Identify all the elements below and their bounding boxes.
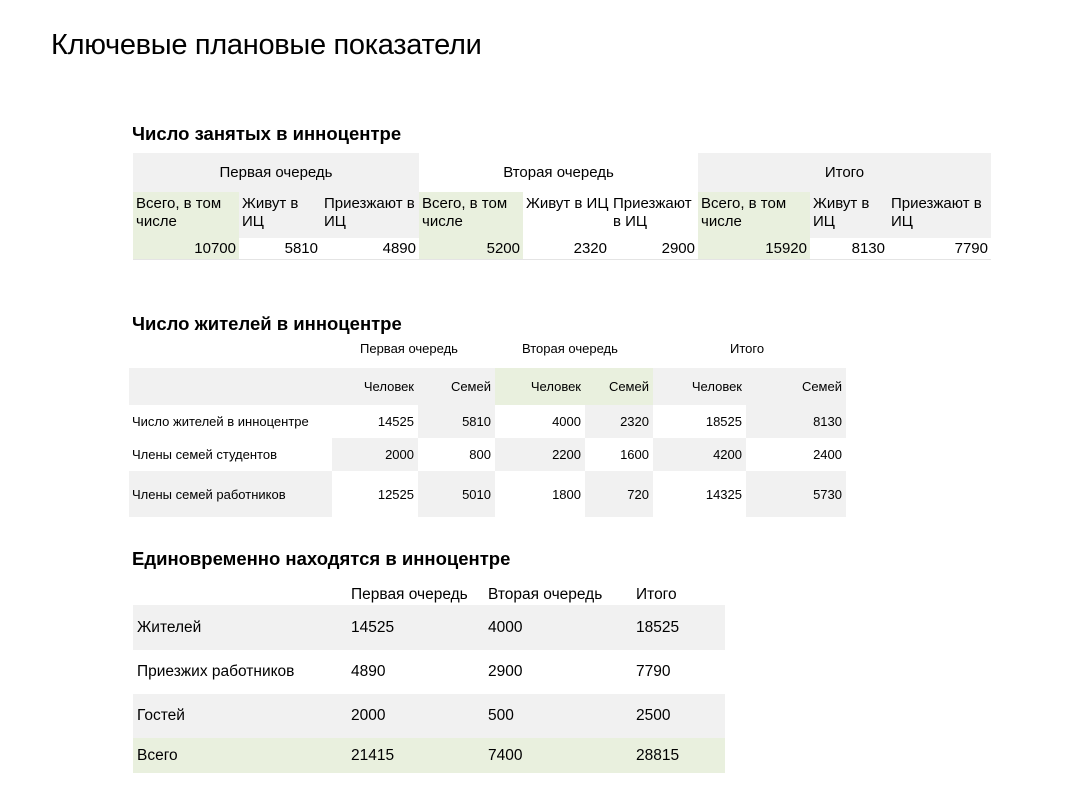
residents-value-cell: 1600 <box>585 438 653 471</box>
residents-value-cell: 2200 <box>495 438 585 471</box>
residents-value-cell: 2000 <box>332 438 418 471</box>
simultaneous-value-cell: 4000 <box>484 605 632 650</box>
page-title: Ключевые плановые показатели <box>51 29 482 61</box>
employed-subheader: Живут в ИЦ <box>523 192 610 238</box>
residents-value-cell: 5010 <box>418 471 495 517</box>
simultaneous-row-label: Гостей <box>133 694 342 738</box>
simultaneous-value-cell: 2900 <box>484 650 632 694</box>
residents-table <box>129 368 846 550</box>
residents-value-cell: 12525 <box>332 471 418 517</box>
simultaneous-header: Итого <box>632 584 725 605</box>
simultaneous-value-cell: 2000 <box>342 694 484 738</box>
residents-row-label: Члены семей работников <box>129 471 332 517</box>
employed-subheader: Всего, в том числе <box>698 192 810 238</box>
employed-value-cell: 10700 <box>133 238 239 260</box>
residents-value-cell: 2400 <box>746 438 846 471</box>
residents-group-header: Первая очередь <box>360 341 458 356</box>
simultaneous-value-cell: 7790 <box>632 650 725 694</box>
simultaneous-total-label: Всего <box>133 738 342 773</box>
employed-subheader: Всего, в том числе <box>419 192 523 238</box>
simultaneous-total-value: 28815 <box>632 738 725 773</box>
simultaneous-value-cell: 18525 <box>632 605 725 650</box>
residents-value-cell: 4000 <box>495 405 585 438</box>
residents-value-cell: 8130 <box>746 405 846 438</box>
simultaneous-value-cell: 14525 <box>342 605 484 650</box>
employed-value-cell: 5200 <box>419 238 523 260</box>
residents-group-header: Вторая очередь <box>522 341 618 356</box>
employed-subheader: Живут в ИЦ <box>239 192 321 238</box>
employed-subheader: Приезжают в ИЦ <box>888 192 991 238</box>
residents-value-cell: 720 <box>585 471 653 517</box>
employed-value-cell: 4890 <box>321 238 419 260</box>
employed-subheader: Приезжают в ИЦ <box>610 192 698 238</box>
employed-group-header: Первая очередь <box>133 153 419 192</box>
residents-value-cell: 800 <box>418 438 495 471</box>
employed-group-header: Вторая очередь <box>419 153 698 192</box>
residents-subheader: Человек <box>332 368 418 405</box>
simultaneous-header: Вторая очередь <box>484 584 632 605</box>
simultaneous-value-cell: 4890 <box>342 650 484 694</box>
residents-value-cell: 1800 <box>495 471 585 517</box>
simultaneous-section-title: Единовременно находятся в инноцентре <box>132 548 511 569</box>
simultaneous-value-cell: 2500 <box>632 694 725 738</box>
simultaneous-corner-cell <box>133 584 342 605</box>
residents-value-cell: 5810 <box>418 405 495 438</box>
residents-value-cell: 14525 <box>332 405 418 438</box>
employed-value-cell: 2900 <box>610 238 698 260</box>
residents-subheader: Семей <box>585 368 653 405</box>
simultaneous-value-cell: 500 <box>484 694 632 738</box>
employed-value-cell: 2320 <box>523 238 610 260</box>
residents-row-label: Члены семей студентов <box>129 438 332 471</box>
employed-value-cell: 8130 <box>810 238 888 260</box>
residents-section-title: Число жителей в инноцентре <box>132 313 402 334</box>
employed-value-cell: 7790 <box>888 238 991 260</box>
residents-group-header: Итого <box>730 341 765 356</box>
residents-subheader: Семей <box>418 368 495 405</box>
employed-subheader: Приезжают в ИЦ <box>321 192 419 238</box>
simultaneous-row-label: Жителей <box>133 605 342 650</box>
simultaneous-row-label: Приезжих работников <box>133 650 342 694</box>
residents-group-headers <box>332 341 845 356</box>
simultaneous-total-value: 7400 <box>484 738 632 773</box>
employed-subheader: Всего, в том числе <box>133 192 239 238</box>
employed-table <box>133 153 991 260</box>
residents-value-cell: 5730 <box>746 471 846 517</box>
residents-row-label: Число жителей в инноцентре <box>129 405 332 438</box>
residents-value-cell: 14325 <box>653 471 746 517</box>
residents-subheader: Человек <box>495 368 585 405</box>
employed-group-header: Итого <box>698 153 991 192</box>
employed-value-cell: 15920 <box>698 238 810 260</box>
employed-section-title: Число занятых в инноцентре <box>132 123 402 144</box>
residents-subheader: Человек <box>653 368 746 405</box>
employed-value-cell: 5810 <box>239 238 321 260</box>
employed-subheader: Живут в ИЦ <box>810 192 888 238</box>
residents-value-cell: 18525 <box>653 405 746 438</box>
simultaneous-header: Первая очередь <box>342 584 484 605</box>
residents-subheader: Семей <box>746 368 846 405</box>
residents-value-cell: 2320 <box>585 405 653 438</box>
residents-value-cell: 4200 <box>653 438 746 471</box>
simultaneous-total-value: 21415 <box>342 738 484 773</box>
simultaneous-table <box>133 584 725 773</box>
residents-corner-cell <box>129 368 332 405</box>
